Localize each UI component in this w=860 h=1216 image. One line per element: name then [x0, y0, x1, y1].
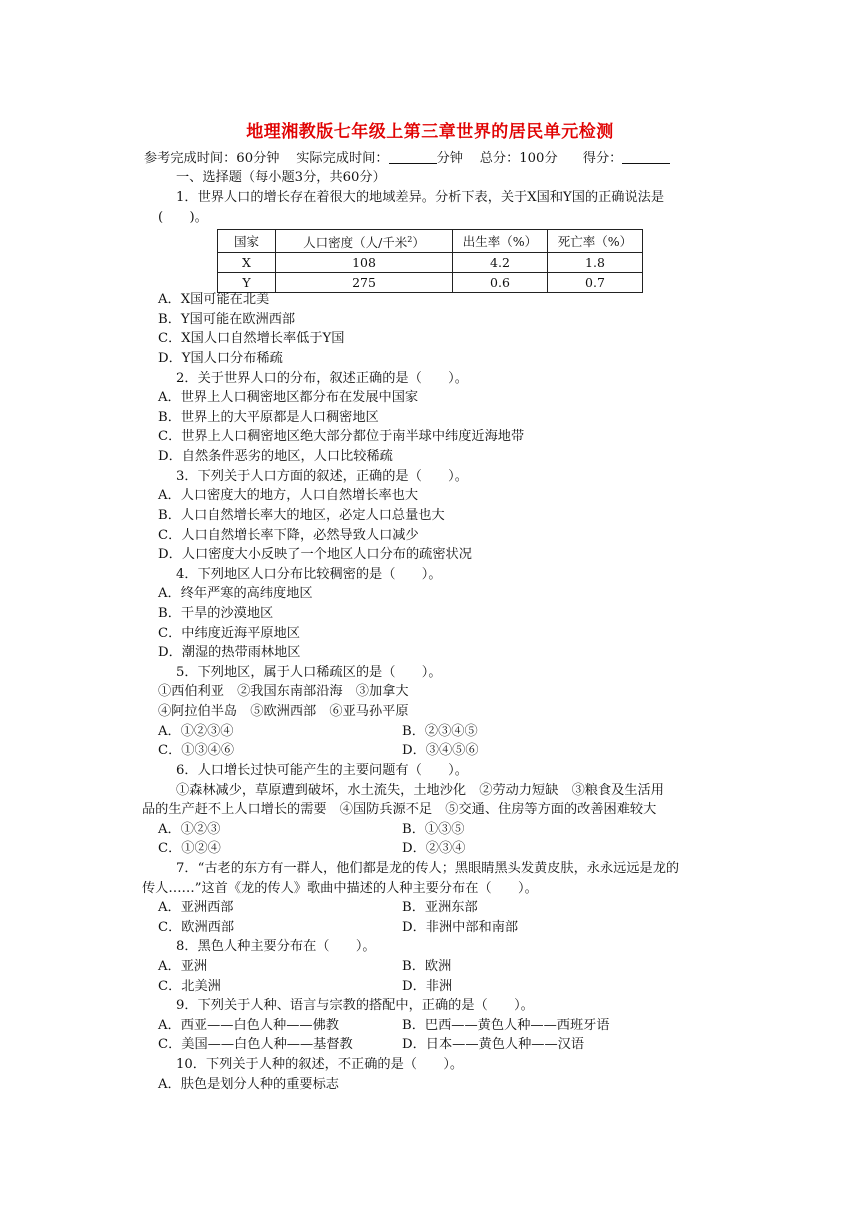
- actual-time-blank[interactable]: [389, 150, 437, 164]
- table-header-cell: 死亡率（%）: [548, 230, 643, 253]
- q5-items-cont: ④阿拉伯半岛 ⑤欧洲西部 ⑥亚马孙平原: [158, 704, 409, 719]
- q6-option-b: B．①③⑤: [402, 822, 465, 837]
- q7-option-d: D．非洲中部和南部: [402, 920, 519, 935]
- table-header-cell: 国家: [218, 230, 276, 253]
- q8-option-c: C．北美洲: [158, 979, 221, 994]
- q10-option-a: A．肤色是划分人种的重要标志: [158, 1077, 339, 1092]
- document-title: 地理湘教版七年级上第三章世界的居民单元检测: [246, 122, 614, 142]
- q9-option-c: C．美国——白色人种——基督教: [158, 1037, 353, 1052]
- q4-option-a: A．终年严寒的高纬度地区: [158, 586, 313, 601]
- q9-stem: 9．下列关于人种、语言与宗教的搭配中，正确的是（ ）。: [176, 998, 534, 1013]
- q4-stem: 4．下列地区人口分布比较稠密的是（ ）。: [176, 567, 442, 582]
- actual-time-unit: 分钟: [436, 151, 463, 166]
- q5-items: ①西伯利亚 ②我国东南部沿海 ③加拿大: [158, 684, 409, 699]
- q3-option-a: A．人口密度大的地方，人口自然增长率也大: [158, 488, 419, 503]
- table-cell: 275: [276, 273, 453, 293]
- ref-time: 参考完成时间：60分钟: [144, 151, 280, 166]
- q6-option-d: D．②③④: [402, 841, 466, 856]
- density-header: 人口密度（人/千米: [303, 235, 408, 251]
- table-cell: 0.6: [453, 273, 548, 293]
- table-cell: 1.8: [548, 253, 643, 273]
- q8-option-a: A．亚洲: [158, 959, 208, 974]
- q7-option-a: A．亚洲西部: [158, 900, 234, 915]
- score-label: 得分：: [582, 151, 623, 166]
- q8-option-b: B．欧洲: [402, 959, 452, 974]
- q6-option-a: A．①②③: [158, 822, 221, 837]
- table-header-cell: [276, 230, 453, 253]
- q3-stem: 3．下列关于人口方面的叙述，正确的是（ ）。: [176, 469, 468, 484]
- total-score: 总分：100分: [479, 151, 558, 166]
- table-cell: 0.7: [548, 273, 643, 293]
- q2-stem: 2．关于世界人口的分布，叙述正确的是（ ）。: [176, 371, 468, 386]
- q6-option-c: C．①②④: [158, 841, 221, 856]
- q1-option-a: A．X国可能在北美: [158, 292, 270, 307]
- q2-option-c: C．世界上人口稠密地区绝大部分都位于南半球中纬度近海地带: [158, 429, 525, 444]
- density-header-sup: 2: [407, 235, 413, 244]
- density-header-tail: ）: [412, 235, 425, 251]
- table-row: [218, 253, 643, 273]
- q4-option-b: B．干旱的沙漠地区: [158, 606, 274, 621]
- table-cell: 108: [276, 253, 453, 273]
- q2-option-a: A．世界上人口稠密地区都分布在发展中国家: [158, 390, 419, 405]
- q1-option-d: D．Y国人口分布稀疏: [158, 351, 283, 366]
- q6-stem: 6．人口增长过快可能产生的主要问题有（ ）。: [176, 763, 468, 778]
- q6-items-cont: 品的生产赶不上人口增长的需要 ④国防兵源不足 ⑤交通、住房等方面的改善困难较大: [142, 802, 657, 817]
- q1-stem-cont: ( )。: [158, 210, 208, 225]
- q1-option-c: C．X国人口自然增长率低于Y国: [158, 331, 345, 346]
- q4-option-c: C．中纬度近海平原地区: [158, 626, 300, 641]
- table-header-row: [218, 230, 643, 253]
- q9-option-a: A．西亚——白色人种——佛教: [158, 1018, 339, 1033]
- meta-line: [144, 150, 670, 168]
- q6-items: ①森林减少，草原遭到破坏，水土流失，土地沙化 ②劳动力短缺 ③粮食及生活用: [176, 783, 664, 798]
- population-table: [217, 229, 643, 293]
- q5-option-a: A．①②③④: [158, 724, 234, 739]
- q3-option-b: B．人口自然增长率大的地区，必定人口总量也大: [158, 508, 445, 523]
- actual-time-label: 实际完成时间：: [296, 151, 389, 166]
- score-blank[interactable]: [622, 150, 670, 164]
- q5-option-b: B．②③④⑤: [402, 724, 478, 739]
- q5-option-c: C．①③④⑥: [158, 743, 235, 758]
- q10-stem: 10．下列关于人种的叙述，不正确的是（ ）。: [176, 1057, 464, 1072]
- q5-stem: 5．下列地区，属于人口稀疏区的是（ ）。: [176, 665, 442, 680]
- q3-option-c: C．人口自然增长率下降，必然导致人口减少: [158, 528, 419, 543]
- q1-stem: 1．世界人口的增长存在着很大的地域差异。分析下表，关于X国和Y国的正确说法是: [176, 190, 665, 205]
- table-header-cell: 出生率（%）: [453, 230, 548, 253]
- table-cell: X: [218, 253, 276, 273]
- q9-option-b: B．巴西——黄色人种——西班牙语: [402, 1018, 610, 1033]
- q2-option-b: B．世界上的大平原都是人口稠密地区: [158, 410, 379, 425]
- q8-option-d: D．非洲: [402, 979, 453, 994]
- q3-option-d: D．人口密度大小反映了一个地区人口分布的疏密状况: [158, 547, 472, 562]
- q2-option-d: D．自然条件恶劣的地区，人口比较稀疏: [158, 449, 393, 464]
- q7-option-b: B．亚洲东部: [402, 900, 478, 915]
- section-heading: 一、选择题（每小题3分，共60分）: [176, 170, 386, 185]
- q9-option-d: D．日本——黄色人种——汉语: [402, 1037, 585, 1052]
- q8-stem: 8．黑色人种主要分布在（ ）。: [176, 939, 376, 954]
- q5-option-d: D．③④⑤⑥: [402, 743, 479, 758]
- q7-stem-cont: 传人……”这首《龙的传人》歌曲中描述的人种主要分布在（ ）。: [142, 881, 538, 896]
- q1-option-b: B．Y国可能在欧洲西部: [158, 312, 296, 327]
- table-cell: 4.2: [453, 253, 548, 273]
- table-row: [218, 273, 643, 293]
- q7-stem: 7．“古老的东方有一群人，他们都是龙的传人；黑眼睛黑头发黄皮肤，永永远远是龙的: [176, 861, 680, 876]
- q7-option-c: C．欧洲西部: [158, 920, 235, 935]
- q4-option-d: D．潮湿的热带雨林地区: [158, 645, 301, 660]
- table-cell: Y: [218, 273, 276, 293]
